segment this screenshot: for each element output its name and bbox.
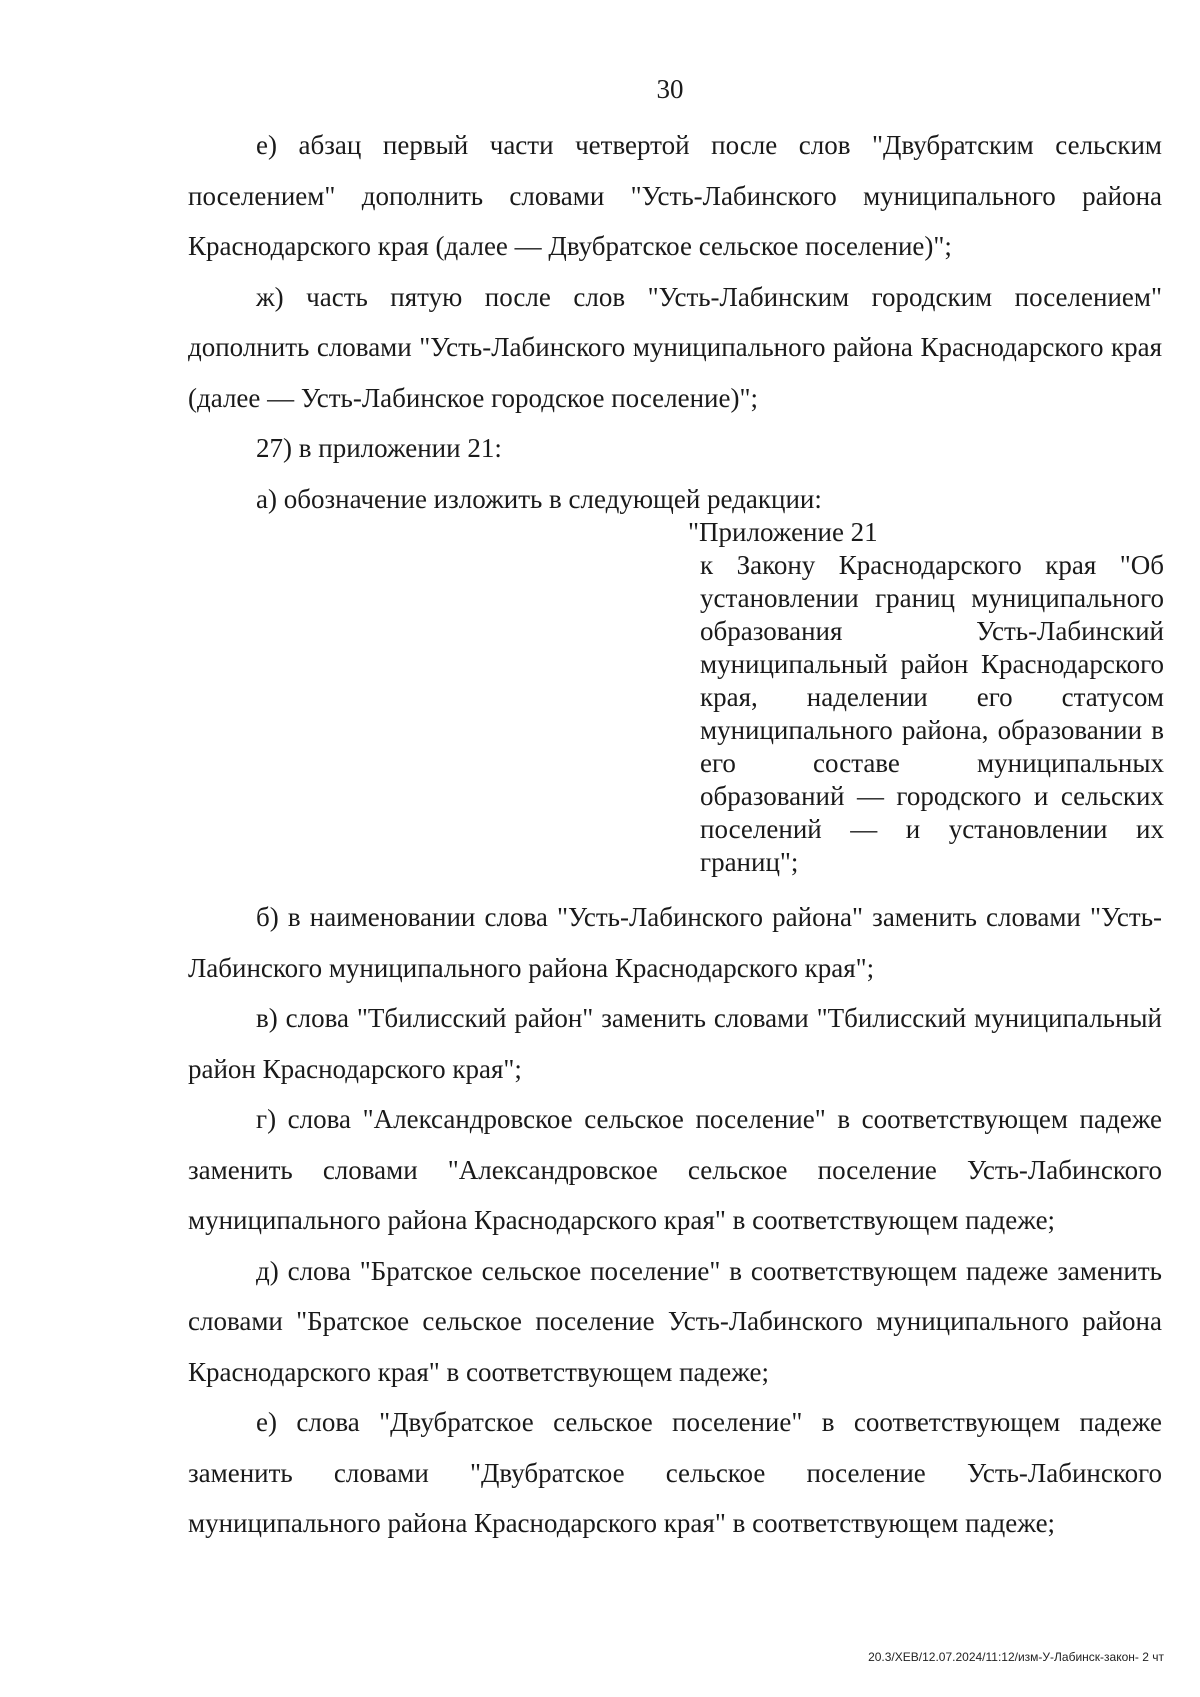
page-number: 30: [656, 74, 684, 104]
appendix-heading: "Приложение 21: [688, 517, 878, 547]
paragraph-a-designation: а) обозначение изложить в следующей редакции:: [256, 483, 822, 514]
appendix-designation-block: [688, 516, 1164, 879]
body-text-bottom: [188, 892, 1162, 1549]
paragraph-v-tbilissky: в) слова "Тбилисский район" заменить словами "Тбилисский муниципальный район Краснодарского края";: [188, 1003, 1162, 1084]
paragraph-zh-fifth-part: ж) часть пятую после слов "Усть-Лабинским городским поселением" дополнить словами "Усть-Лабинского муниципального района Краснодарского края (далее — Усть-Лабинское городское поселение)";: [188, 281, 1162, 413]
body-text-top: [188, 120, 1162, 524]
paragraph-b-name: б) в наименовании слова "Усть-Лабинского района" заменить словами "Усть-Лабинского муниципального района Краснодарского края";: [188, 902, 1162, 983]
paragraph-e-first-part: е) абзац первый части четвертой после слов "Двубратским сельским поселением" дополнить словами "Усть-Лабинского муниципального района Краснодарского края (далее — Двубратское сельское поселение)";: [188, 130, 1162, 261]
paragraph-g-aleksandrovskoe: г) слова "Александровское сельское поселение" в соответствующем падеже заменить словами "Александровское сельское поселение Усть-Лабинского муниципального района Краснодарского края" в соответствующем падеже;: [188, 1104, 1162, 1235]
paragraph-d-bratskoe: д) слова "Братское сельское поселение" в соответствующем падеже заменить словами "Братское сельское поселение Усть-Лабинского муниципального района Краснодарского края" в соответствующем падеже;: [188, 1255, 1162, 1387]
paragraph-27-appendix-21: 27) в приложении 21:: [256, 433, 502, 463]
appendix-text: к Закону Краснодарского края "Об установлении границ муниципального образования Усть-Лабинский муниципальный район Краснодарского края, наделении его статусом муниципального района, образовании в его составе муниципальных образований — городского и сельских поселений — и установлении их границ";: [700, 550, 1164, 877]
paragraph-e-dvubratskoe: е) слова "Двубратское сельское поселение" в соответствующем падеже заменить словами "Двубратское сельское поселение Усть-Лабинского муниципального района Краснодарского края" в соответствующем падеже;: [188, 1407, 1162, 1538]
document-reference-footer: 20.3/ХЕВ/12.07.2024/11:12/изм-У-Лабинск-закон- 2 чт: [868, 1650, 1164, 1664]
